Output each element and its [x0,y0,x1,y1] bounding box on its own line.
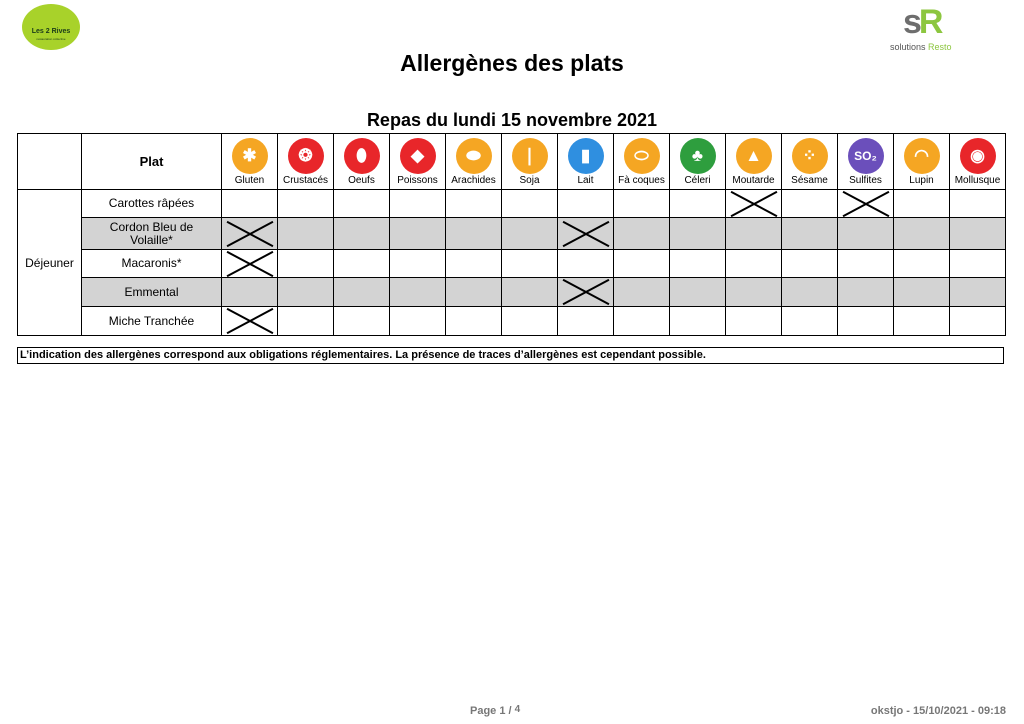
allergen-cell [838,250,894,278]
allergen-cell [390,307,446,336]
peanut-icon: ⬬ [456,138,492,174]
milk-icon: ▮ [568,138,604,174]
allergen-cell [950,307,1006,336]
allergen-label: Oeufs [348,174,375,186]
allergen-header-6 [558,134,614,190]
allergen-present-mark [224,220,275,247]
allergen-label: Arachides [451,174,496,186]
allergen-label: Lupin [909,174,934,186]
egg-icon: ⬮ [344,138,380,174]
page-title: Allergènes des plats [400,50,624,76]
allergen-present-mark [224,252,275,275]
allergen-cell [278,307,334,336]
shrimp-icon: ❂ [288,138,324,174]
meal-date-subtitle: Repas du lundi 15 novembre 2021 [366,110,658,130]
allergen-present-mark [728,192,779,215]
sesame-icon: ⁘ [792,138,828,174]
dish-name: Macaronis* [82,250,222,278]
dish-name: Miche Tranchée [82,307,222,336]
allergen-cell [670,250,726,278]
logo-les-2-rives [22,4,80,50]
sulfites-icon: SO₂ [848,138,884,174]
allergen-cell [502,250,558,278]
allergen-header-2 [334,134,390,190]
allergen-cell [222,250,278,278]
allergen-cell [390,250,446,278]
corner-cell [18,134,82,190]
allergen-present-mark [224,309,275,333]
nut-icon: ⬭ [624,138,660,174]
logo-left-text: Les 2 Rives [31,28,71,35]
allergen-label: Moutarde [732,174,775,186]
allergen-cell [446,250,502,278]
allergen-cell [950,218,1006,250]
allergen-cell [334,250,390,278]
allergen-header-13 [950,134,1006,190]
table-row [18,278,1006,307]
allergen-header-10 [782,134,838,190]
wheat-icon: ✱ [232,138,268,174]
allergen-cell [446,278,502,307]
celery-icon: ♣ [680,138,716,174]
allergen-cell [334,307,390,336]
allergen-label: Soja [519,174,540,186]
allergen-cell [894,307,950,336]
allergen-label: Gluten [234,174,265,186]
allergen-cell [614,307,670,336]
allergen-cell [894,250,950,278]
allergen-cell [726,218,782,250]
allergen-cell [726,250,782,278]
allergen-label: Céleri [684,174,711,186]
allergen-cell [894,190,950,218]
allergen-header-5 [502,134,558,190]
allergen-cell [390,278,446,307]
allergen-cell [950,250,1006,278]
allergen-cell [334,190,390,218]
allergen-cell [558,218,614,250]
allergen-cell [502,307,558,336]
logo-right-tagline: solutions Resto [890,42,952,52]
allergen-label: Sésame [791,174,828,186]
allergen-cell [838,278,894,307]
allergen-cell [558,250,614,278]
plat-header: Plat [82,134,222,190]
allergen-cell [502,278,558,307]
table-row [18,307,1006,336]
table-row [18,218,1006,250]
allergen-cell [390,218,446,250]
allergen-header-7 [614,134,670,190]
table-row [18,250,1006,278]
allergen-cell [278,190,334,218]
allergen-present-mark [560,220,611,247]
allergen-cell [894,218,950,250]
logo-left-subtext: restauration collective [36,37,66,41]
allergen-cell [670,190,726,218]
allergen-header-8 [670,134,726,190]
dish-name: Carottes râpées [82,190,222,218]
allergen-cell [782,250,838,278]
allergen-header-11 [838,134,894,190]
allergen-cell [334,218,390,250]
allergen-header-9 [726,134,782,190]
allergen-cell [558,190,614,218]
allergen-present-mark [840,192,891,215]
logo-right-mark: sR [903,3,941,41]
allergen-cell [782,190,838,218]
table-row [18,190,1006,218]
allergen-cell [838,190,894,218]
allergen-label: Poissons [397,174,438,186]
fish-icon: ◆ [400,138,436,174]
allergen-table [17,133,1006,336]
allergen-label: Sulfites [849,174,882,186]
allergen-present-mark [560,280,611,304]
allergen-cell [782,218,838,250]
mollusc-icon: ◉ [960,138,996,174]
allergen-cell [502,190,558,218]
allergen-cell [838,218,894,250]
allergen-cell [222,218,278,250]
allergen-cell [334,278,390,307]
allergen-cell [502,218,558,250]
dish-name: Cordon Bleu de Volaille* [82,218,222,250]
allergen-cell [222,190,278,218]
allergen-cell [726,307,782,336]
allergen-cell [894,278,950,307]
allergen-label: Fà coques [618,174,665,186]
allergen-cell [670,307,726,336]
allergen-cell [614,190,670,218]
allergen-cell [446,307,502,336]
allergen-cell [278,250,334,278]
allergen-cell [614,250,670,278]
allergen-cell [670,278,726,307]
allergen-header-12 [894,134,950,190]
page-number: Page 1 / 4 [470,704,521,717]
allergen-label: Crustacés [282,174,328,186]
allergen-header-4 [446,134,502,190]
logo-solutions-resto [888,4,984,52]
allergen-cell [390,190,446,218]
allergen-cell [726,278,782,307]
allergen-cell [222,278,278,307]
soy-icon: ❘ [512,138,548,174]
meal-label: Déjeuner [18,190,82,336]
allergen-header-0 [222,134,278,190]
allergen-cell [838,307,894,336]
footer-author-timestamp: okstjo - 15/10/2021 - 09:18 [870,705,1006,717]
allergen-cell [950,278,1006,307]
allergen-cell [222,307,278,336]
table-header-row [18,134,1006,190]
allergen-cell [726,190,782,218]
allergen-cell [278,218,334,250]
allergen-cell [670,218,726,250]
lupin-icon: ◠ [904,138,940,174]
allergen-label: Lait [577,174,594,186]
allergen-cell [950,190,1006,218]
allergen-cell [782,307,838,336]
allergen-cell [558,307,614,336]
allergen-header-3 [390,134,446,190]
dish-name: Emmental [82,278,222,307]
mustard-icon: ▲ [736,138,772,174]
allergen-label: Mollusque [954,174,1001,186]
allergen-header-1 [278,134,334,190]
allergen-cell [614,218,670,250]
allergen-cell [278,278,334,307]
allergen-cell [558,278,614,307]
allergen-cell [782,278,838,307]
allergen-cell [446,218,502,250]
allergen-cell [614,278,670,307]
allergen-cell [446,190,502,218]
allergen-disclaimer: L’indication des allergènes correspond aux obligations réglementaires. La présence de traces d’allergènes est cependant possible. [17,347,1004,364]
